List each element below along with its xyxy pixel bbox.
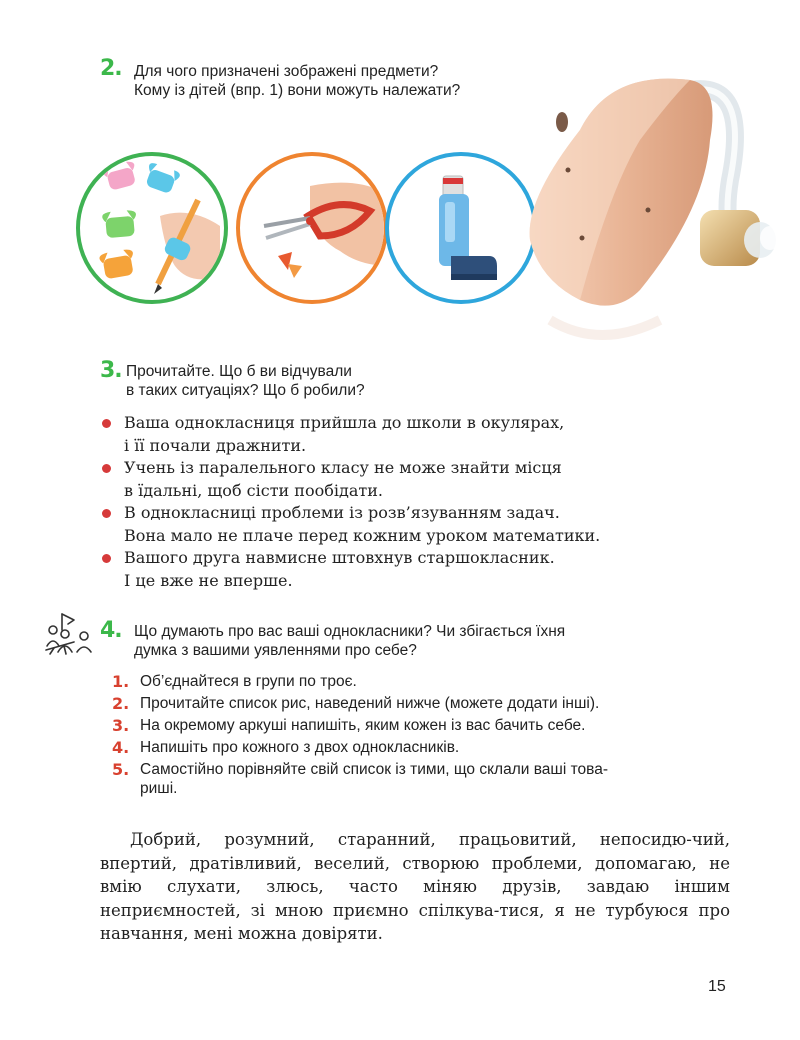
list-item: В однокласниці проблеми із розв’язуванням задач. Вона мало не плаче перед кожним уроком математики. (100, 502, 740, 547)
list-item: 5. Самостійно порівняйте свій список із тими, що склали ваші това- риші. (112, 760, 608, 797)
bullet-icon (102, 464, 111, 473)
bullet-icon (102, 509, 111, 518)
task-number: 3. (100, 358, 122, 383)
task-2-question: Для чого призначені зображені предмети? Кому із дітей (впр. 1) вони можуть належати? (134, 63, 461, 99)
list-item: 2. Прочитайте список рис, наведений нижче (можете додати інші). (112, 694, 600, 713)
steps-list (112, 672, 732, 801)
hearing-aid-image (520, 60, 800, 350)
group-work-icon (44, 612, 94, 656)
list-item: 1. Об’єднайтеся в групи по троє. (112, 672, 357, 691)
step-number: 3. (112, 716, 130, 735)
pencil-grips-image (76, 152, 228, 304)
task-number: 4. (100, 618, 122, 643)
list-item: Учень із паралельного класу не може знайти місця в їдальні, щоб сісти пообідати. (100, 457, 740, 502)
list-item: Вашого друга навмисне штовхнув старшокласник. І це вже не вперше. (100, 547, 740, 592)
step-number: 2. (112, 694, 130, 713)
task-3-question: Прочитайте. Що б ви відчували в таких ситуаціях? Що б робили? (126, 363, 365, 399)
list-item: Ваша однокласниця прийшла до школи в окулярах, і її почали дражнити. (100, 412, 740, 457)
step-number: 1. (112, 672, 130, 691)
list-item: 3. На окремому аркуші напишіть, яким кожен із вас бачить себе. (112, 716, 586, 735)
inhaler-image (385, 152, 537, 304)
situations-list (100, 412, 740, 592)
task-number: 2. (100, 56, 122, 81)
traits-paragraph: Добрий, розумний, старанний, працьовитий, непосидю-чий, впертий, дратівливий, веселий, створюю проблеми, допомагаю, не вмію слухати, злюсь, часто міняю друзів, завдаю іншим неприємностей, зі мною приємно спілкува-тися, я не турбуюся про навчання, мені можна довіряти. (100, 830, 730, 943)
bullet-icon (102, 419, 111, 428)
page-number: 15 (708, 978, 726, 995)
step-number: 5. (112, 760, 130, 779)
adaptive-scissors-image (236, 152, 388, 304)
bullet-icon (102, 554, 111, 563)
step-number: 4. (112, 738, 130, 757)
task-4-question: Що думають про вас ваші однокласники? Чи збігається їхня думка з вашими уявленнями про себе? (134, 623, 566, 659)
list-item: 4. Напишіть про кожного з двох однокласників. (112, 738, 460, 757)
